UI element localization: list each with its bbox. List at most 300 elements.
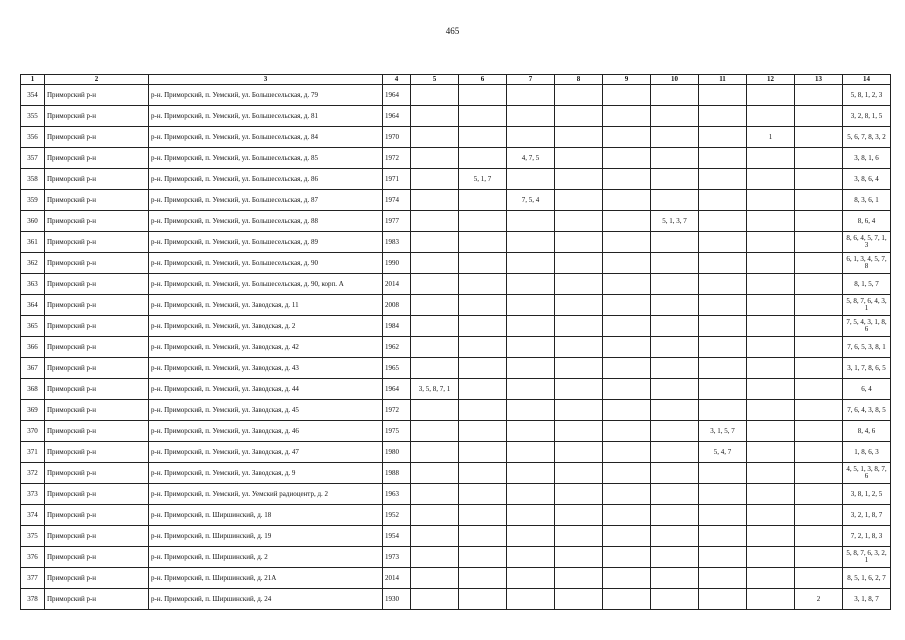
cell-col-7 [507, 85, 555, 106]
cell-col-12: 1 [747, 127, 795, 148]
cell-col-7 [507, 127, 555, 148]
cell-row-number: 368 [21, 379, 45, 400]
cell-col-12 [747, 316, 795, 337]
cell-col-12 [747, 421, 795, 442]
cell-col-11 [699, 295, 747, 316]
cell-col-8 [555, 295, 603, 316]
cell-col-7 [507, 253, 555, 274]
cell-col-14: 3, 1, 8, 7 [843, 589, 891, 610]
cell-col-12 [747, 337, 795, 358]
table-row [21, 505, 891, 526]
cell-row-number: 373 [21, 484, 45, 505]
cell-col-14: 3, 8, 6, 4 [843, 169, 891, 190]
cell-col-6 [459, 547, 507, 568]
cell-col-8 [555, 505, 603, 526]
cell-col-7 [507, 589, 555, 610]
cell-col-6 [459, 379, 507, 400]
cell-col-10 [651, 295, 699, 316]
column-header-9: 9 [603, 75, 651, 85]
cell-col-8 [555, 169, 603, 190]
cell-district: Приморский р-н [45, 442, 149, 463]
cell-col-11 [699, 568, 747, 589]
cell-col-11 [699, 274, 747, 295]
cell-col-5 [411, 85, 459, 106]
cell-col-6 [459, 568, 507, 589]
cell-row-number: 378 [21, 589, 45, 610]
cell-col-5 [411, 232, 459, 253]
cell-col-11 [699, 484, 747, 505]
cell-col-7 [507, 211, 555, 232]
column-header-2: 2 [45, 75, 149, 85]
cell-col-13 [795, 253, 843, 274]
table-row [21, 274, 891, 295]
cell-col-13 [795, 85, 843, 106]
cell-address: р-н. Приморский, п. Ширшинский, д. 18 [149, 505, 383, 526]
cell-address: р-н. Приморский, п. Уемский, ул. Большесельская, д. 89 [149, 232, 383, 253]
cell-col-13 [795, 169, 843, 190]
cell-district: Приморский р-н [45, 337, 149, 358]
cell-district: Приморский р-н [45, 589, 149, 610]
cell-col-5 [411, 463, 459, 484]
cell-year: 2008 [383, 295, 411, 316]
cell-col-12 [747, 505, 795, 526]
cell-col-11 [699, 379, 747, 400]
column-header-1: 1 [21, 75, 45, 85]
column-header-10: 10 [651, 75, 699, 85]
cell-col-11 [699, 316, 747, 337]
cell-col-8 [555, 148, 603, 169]
cell-col-13 [795, 148, 843, 169]
column-header-5: 5 [411, 75, 459, 85]
cell-col-13 [795, 232, 843, 253]
cell-address: р-н. Приморский, п. Уемский, ул. Заводская, д. 11 [149, 295, 383, 316]
cell-col-11 [699, 358, 747, 379]
cell-col-6 [459, 316, 507, 337]
table-row [21, 169, 891, 190]
cell-col-10 [651, 547, 699, 568]
cell-col-6: 5, 1, 7 [459, 169, 507, 190]
cell-col-10 [651, 358, 699, 379]
cell-col-12 [747, 400, 795, 421]
cell-address: р-н. Приморский, п. Уемский, ул. Заводская, д. 2 [149, 316, 383, 337]
cell-col-11 [699, 232, 747, 253]
cell-col-11 [699, 211, 747, 232]
column-header-3: 3 [149, 75, 383, 85]
cell-address: р-н. Приморский, п. Ширшинский, д. 19 [149, 526, 383, 547]
cell-col-9 [603, 337, 651, 358]
cell-row-number: 369 [21, 400, 45, 421]
cell-col-12 [747, 568, 795, 589]
cell-year: 1964 [383, 106, 411, 127]
cell-col-9 [603, 85, 651, 106]
cell-col-8 [555, 274, 603, 295]
cell-col-6 [459, 253, 507, 274]
cell-col-14: 3, 8, 1, 2, 5 [843, 484, 891, 505]
cell-col-10 [651, 127, 699, 148]
cell-col-7 [507, 316, 555, 337]
cell-col-6 [459, 127, 507, 148]
cell-col-13 [795, 463, 843, 484]
cell-district: Приморский р-н [45, 232, 149, 253]
cell-col-12 [747, 379, 795, 400]
cell-col-14: 3, 2, 1, 8, 7 [843, 505, 891, 526]
cell-year: 1964 [383, 85, 411, 106]
cell-district: Приморский р-н [45, 85, 149, 106]
cell-year: 1954 [383, 526, 411, 547]
cell-col-5 [411, 337, 459, 358]
cell-col-7 [507, 379, 555, 400]
cell-col-9 [603, 316, 651, 337]
table-row [21, 463, 891, 484]
cell-address: р-н. Приморский, п. Уемский, ул. Большесельская, д. 87 [149, 190, 383, 211]
cell-col-12 [747, 106, 795, 127]
table-row [21, 253, 891, 274]
cell-col-12 [747, 169, 795, 190]
cell-col-10 [651, 253, 699, 274]
cell-col-5 [411, 421, 459, 442]
cell-col-8 [555, 379, 603, 400]
cell-col-7 [507, 274, 555, 295]
cell-col-7 [507, 526, 555, 547]
cell-year: 1971 [383, 169, 411, 190]
cell-col-11 [699, 169, 747, 190]
cell-address: р-н. Приморский, п. Уемский, ул. Заводская, д. 44 [149, 379, 383, 400]
cell-col-8 [555, 253, 603, 274]
cell-col-7 [507, 421, 555, 442]
cell-district: Приморский р-н [45, 505, 149, 526]
cell-col-13: 2 [795, 589, 843, 610]
cell-address: р-н. Приморский, п. Ширшинский, д. 21А [149, 568, 383, 589]
cell-col-12 [747, 211, 795, 232]
cell-col-9 [603, 253, 651, 274]
cell-row-number: 357 [21, 148, 45, 169]
cell-col-10 [651, 190, 699, 211]
cell-year: 2014 [383, 568, 411, 589]
cell-col-6 [459, 232, 507, 253]
cell-col-7 [507, 106, 555, 127]
column-header-12: 12 [747, 75, 795, 85]
column-header-13: 13 [795, 75, 843, 85]
cell-col-9 [603, 358, 651, 379]
cell-col-14: 5, 8, 7, 6, 3, 2, 1 [843, 547, 891, 568]
cell-year: 1984 [383, 316, 411, 337]
cell-district: Приморский р-н [45, 127, 149, 148]
cell-col-8 [555, 484, 603, 505]
cell-col-14: 5, 8, 1, 2, 3 [843, 85, 891, 106]
cell-col-13 [795, 127, 843, 148]
cell-col-5 [411, 211, 459, 232]
cell-col-7 [507, 505, 555, 526]
cell-col-8 [555, 232, 603, 253]
cell-col-9 [603, 148, 651, 169]
cell-district: Приморский р-н [45, 316, 149, 337]
cell-col-7 [507, 484, 555, 505]
cell-year: 1930 [383, 589, 411, 610]
cell-year: 1983 [383, 232, 411, 253]
cell-col-12 [747, 85, 795, 106]
cell-district: Приморский р-н [45, 400, 149, 421]
cell-address: р-н. Приморский, п. Уемский, ул. Большесельская, д. 90 [149, 253, 383, 274]
cell-col-9 [603, 505, 651, 526]
cell-col-10 [651, 316, 699, 337]
cell-district: Приморский р-н [45, 463, 149, 484]
cell-district: Приморский р-н [45, 379, 149, 400]
cell-col-11 [699, 526, 747, 547]
cell-col-6 [459, 274, 507, 295]
cell-year: 1963 [383, 484, 411, 505]
cell-col-11 [699, 148, 747, 169]
cell-col-14: 8, 5, 1, 6, 2, 7 [843, 568, 891, 589]
cell-col-14: 3, 2, 8, 1, 5 [843, 106, 891, 127]
cell-col-6 [459, 358, 507, 379]
column-header-11: 11 [699, 75, 747, 85]
cell-col-6 [459, 85, 507, 106]
cell-col-11 [699, 463, 747, 484]
cell-row-number: 363 [21, 274, 45, 295]
cell-row-number: 360 [21, 211, 45, 232]
cell-address: р-н. Приморский, п. Уемский, ул. Большесельская, д. 81 [149, 106, 383, 127]
cell-col-5 [411, 127, 459, 148]
cell-year: 1972 [383, 400, 411, 421]
cell-year: 1977 [383, 211, 411, 232]
cell-row-number: 374 [21, 505, 45, 526]
table-row [21, 211, 891, 232]
cell-col-9 [603, 106, 651, 127]
cell-col-6 [459, 400, 507, 421]
cell-col-10 [651, 400, 699, 421]
cell-year: 1980 [383, 442, 411, 463]
cell-col-8 [555, 316, 603, 337]
cell-row-number: 355 [21, 106, 45, 127]
cell-col-10 [651, 505, 699, 526]
table-body [21, 85, 891, 610]
cell-year: 2014 [383, 274, 411, 295]
cell-address: р-н. Приморский, п. Уемский, ул. Большесельская, д. 84 [149, 127, 383, 148]
table-row [21, 358, 891, 379]
cell-row-number: 361 [21, 232, 45, 253]
table-row [21, 295, 891, 316]
cell-col-7 [507, 358, 555, 379]
cell-col-12 [747, 526, 795, 547]
cell-address: р-н. Приморский, п. Уемский, ул. Заводская, д. 42 [149, 337, 383, 358]
cell-col-5 [411, 106, 459, 127]
page-number: 465 [445, 26, 460, 36]
cell-col-7 [507, 337, 555, 358]
cell-col-10 [651, 274, 699, 295]
cell-col-9 [603, 421, 651, 442]
table-row [21, 316, 891, 337]
cell-address: р-н. Приморский, п. Ширшинский, д. 24 [149, 589, 383, 610]
cell-col-5 [411, 274, 459, 295]
cell-col-6 [459, 442, 507, 463]
cell-col-12 [747, 190, 795, 211]
cell-col-14: 4, 5, 1, 3, 8, 7, 6 [843, 463, 891, 484]
cell-address: р-н. Приморский, п. Уемский, ул. Заводская, д. 46 [149, 421, 383, 442]
cell-col-9 [603, 526, 651, 547]
cell-col-9 [603, 547, 651, 568]
cell-district: Приморский р-н [45, 211, 149, 232]
table-row [21, 148, 891, 169]
cell-row-number: 364 [21, 295, 45, 316]
cell-col-6 [459, 505, 507, 526]
cell-col-5 [411, 400, 459, 421]
cell-col-8 [555, 568, 603, 589]
cell-col-5 [411, 505, 459, 526]
table-row [21, 484, 891, 505]
cell-col-5 [411, 568, 459, 589]
cell-address: р-н. Приморский, п. Уемский, ул. Большесельская, д. 88 [149, 211, 383, 232]
cell-address: р-н. Приморский, п. Уемский, ул. Заводская, д. 45 [149, 400, 383, 421]
cell-col-14: 3, 1, 7, 8, 6, 5 [843, 358, 891, 379]
cell-address: р-н. Приморский, п. Ширшинский, д. 2 [149, 547, 383, 568]
cell-col-9 [603, 274, 651, 295]
cell-col-12 [747, 463, 795, 484]
cell-address: р-н. Приморский, п. Уемский, ул. Заводская, д. 9 [149, 463, 383, 484]
cell-col-9 [603, 568, 651, 589]
cell-year: 1988 [383, 463, 411, 484]
cell-col-10 [651, 484, 699, 505]
cell-row-number: 372 [21, 463, 45, 484]
cell-col-8 [555, 127, 603, 148]
cell-col-8 [555, 106, 603, 127]
cell-row-number: 365 [21, 316, 45, 337]
cell-col-13 [795, 568, 843, 589]
cell-row-number: 358 [21, 169, 45, 190]
cell-district: Приморский р-н [45, 106, 149, 127]
cell-col-11: 5, 4, 7 [699, 442, 747, 463]
cell-col-7: 7, 5, 4 [507, 190, 555, 211]
cell-col-8 [555, 85, 603, 106]
cell-col-13 [795, 316, 843, 337]
cell-address: р-н. Приморский, п. Уемский, ул. Заводская, д. 47 [149, 442, 383, 463]
cell-col-14: 8, 6, 4, 5, 7, 1, 3 [843, 232, 891, 253]
cell-col-14: 7, 6, 5, 3, 8, 1 [843, 337, 891, 358]
cell-col-6 [459, 148, 507, 169]
cell-col-11 [699, 589, 747, 610]
cell-col-9 [603, 211, 651, 232]
cell-col-13 [795, 547, 843, 568]
table-row [21, 232, 891, 253]
cell-col-8 [555, 421, 603, 442]
cell-year: 1965 [383, 358, 411, 379]
cell-col-9 [603, 589, 651, 610]
cell-year: 1962 [383, 337, 411, 358]
cell-col-5 [411, 316, 459, 337]
cell-col-8 [555, 589, 603, 610]
cell-col-12 [747, 148, 795, 169]
cell-col-11 [699, 337, 747, 358]
cell-address: р-н. Приморский, п. Уемский, ул. Большесельская, д. 85 [149, 148, 383, 169]
cell-col-14: 8, 1, 5, 7 [843, 274, 891, 295]
table-row [21, 400, 891, 421]
cell-col-7 [507, 295, 555, 316]
cell-col-10 [651, 463, 699, 484]
table-row [21, 442, 891, 463]
cell-col-13 [795, 421, 843, 442]
cell-col-6 [459, 190, 507, 211]
cell-col-6 [459, 106, 507, 127]
cell-col-14: 6, 1, 3, 4, 5, 7, 8 [843, 253, 891, 274]
cell-col-7 [507, 442, 555, 463]
cell-col-8 [555, 526, 603, 547]
table-row [21, 127, 891, 148]
cell-col-14: 5, 6, 7, 8, 3, 2 [843, 127, 891, 148]
cell-col-13 [795, 295, 843, 316]
cell-col-11: 3, 1, 5, 7 [699, 421, 747, 442]
cell-col-7 [507, 400, 555, 421]
cell-row-number: 366 [21, 337, 45, 358]
cell-col-12 [747, 274, 795, 295]
column-header-6: 6 [459, 75, 507, 85]
cell-col-7 [507, 547, 555, 568]
table-row [21, 421, 891, 442]
housing-table [20, 74, 891, 610]
cell-col-5 [411, 253, 459, 274]
cell-col-5 [411, 484, 459, 505]
cell-year: 1990 [383, 253, 411, 274]
cell-col-10 [651, 148, 699, 169]
table-row [21, 337, 891, 358]
cell-col-9 [603, 484, 651, 505]
cell-col-5 [411, 589, 459, 610]
cell-col-13 [795, 400, 843, 421]
cell-col-14: 8, 6, 4 [843, 211, 891, 232]
cell-address: р-н. Приморский, п. Уемский, ул. Большесельская, д. 79 [149, 85, 383, 106]
cell-col-9 [603, 295, 651, 316]
cell-col-14: 8, 4, 6 [843, 421, 891, 442]
table-row [21, 589, 891, 610]
cell-col-14: 7, 5, 4, 3, 1, 8, 6 [843, 316, 891, 337]
cell-row-number: 370 [21, 421, 45, 442]
cell-col-13 [795, 190, 843, 211]
cell-col-8 [555, 337, 603, 358]
cell-year: 1952 [383, 505, 411, 526]
cell-col-9 [603, 400, 651, 421]
cell-col-11 [699, 253, 747, 274]
cell-col-14: 7, 2, 1, 8, 3 [843, 526, 891, 547]
cell-col-14: 7, 6, 4, 3, 8, 5 [843, 400, 891, 421]
cell-col-6 [459, 589, 507, 610]
cell-col-10: 5, 1, 3, 7 [651, 211, 699, 232]
cell-col-11 [699, 547, 747, 568]
cell-district: Приморский р-н [45, 190, 149, 211]
cell-col-9 [603, 232, 651, 253]
cell-col-8 [555, 211, 603, 232]
cell-col-13 [795, 337, 843, 358]
cell-col-13 [795, 106, 843, 127]
cell-row-number: 359 [21, 190, 45, 211]
cell-col-13 [795, 379, 843, 400]
cell-district: Приморский р-н [45, 253, 149, 274]
cell-col-14: 3, 8, 1, 6 [843, 148, 891, 169]
cell-col-10 [651, 589, 699, 610]
cell-col-5 [411, 358, 459, 379]
cell-year: 1974 [383, 190, 411, 211]
cell-col-13 [795, 505, 843, 526]
cell-district: Приморский р-н [45, 295, 149, 316]
cell-district: Приморский р-н [45, 421, 149, 442]
table-row [21, 568, 891, 589]
header-row [21, 75, 891, 85]
cell-col-10 [651, 526, 699, 547]
cell-col-14: 5, 8, 7, 6, 4, 3, 1 [843, 295, 891, 316]
cell-col-8 [555, 190, 603, 211]
cell-col-13 [795, 211, 843, 232]
cell-district: Приморский р-н [45, 484, 149, 505]
cell-col-12 [747, 547, 795, 568]
cell-col-10 [651, 106, 699, 127]
cell-district: Приморский р-н [45, 169, 149, 190]
